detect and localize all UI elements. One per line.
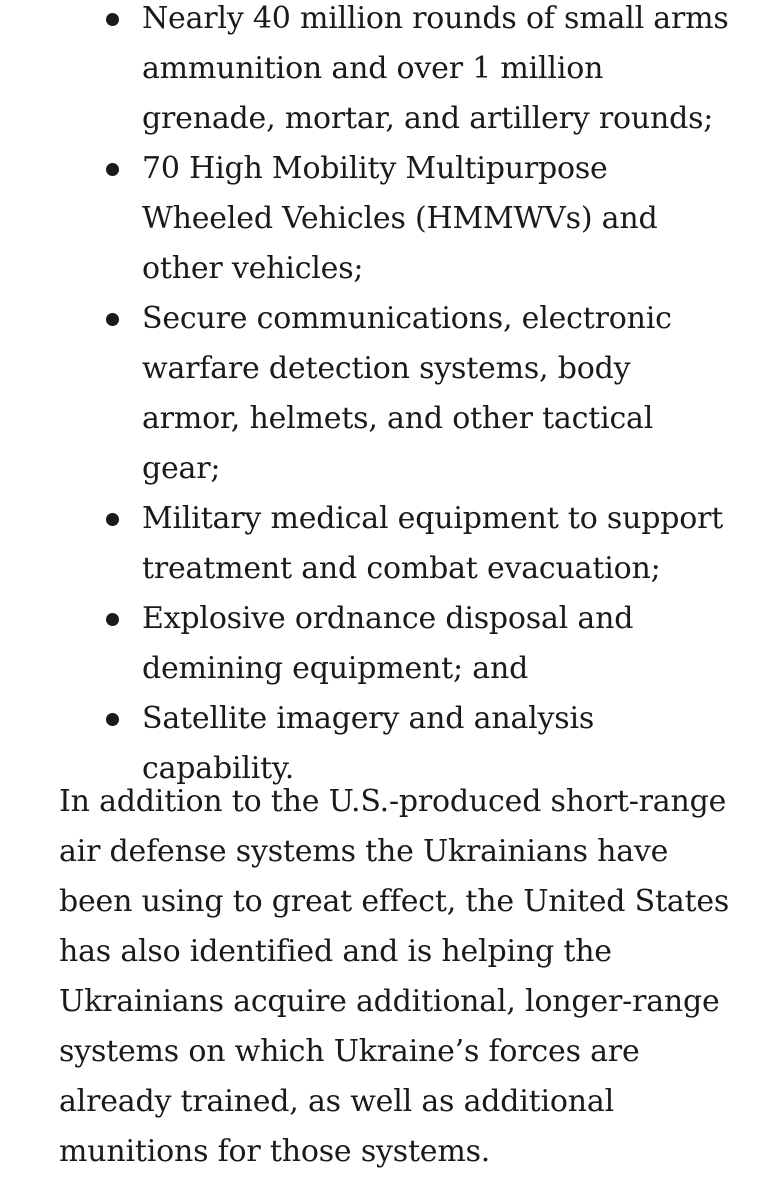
list-item (0, 0, 777, 144)
bullet-icon (106, 313, 119, 326)
list-item-text: Satellite imagery and analysis capability. (142, 701, 595, 786)
list-item-text: Explosive ordnance disposal and demining equipment; and (142, 601, 634, 686)
list-item (0, 594, 777, 694)
list-item-text: 70 High Mobility Multipurpose Wheeled Vehicles (HMMWVs) and other vehicles; (142, 151, 658, 286)
list-item (0, 144, 777, 294)
body-paragraph: In addition to the U.S.-produced short-range air defense systems the Ukrainians have been using to great effect, the United States has also identified and is helping the Ukrainians acquire additional, longer-range systems on which Ukraine’s forces are already trained, as well as additional munitions for those systems. (59, 784, 730, 1169)
list-item (0, 294, 777, 494)
bullet-icon (106, 613, 119, 626)
list-item-text: Military medical equipment to support treatment and combat evacuation; (142, 501, 724, 586)
bullet-icon (106, 163, 119, 176)
list-item (0, 494, 777, 594)
bullet-icon (106, 713, 119, 726)
bullet-icon (106, 513, 119, 526)
bullet-icon (106, 13, 119, 26)
list-item-text: Secure communications, electronic warfare detection systems, body armor, helmets, and other tactical gear; (142, 301, 672, 486)
list-item-text: Nearly 40 million rounds of small arms ammunition and over 1 million grenade, mortar, and artillery rounds; (142, 1, 729, 136)
